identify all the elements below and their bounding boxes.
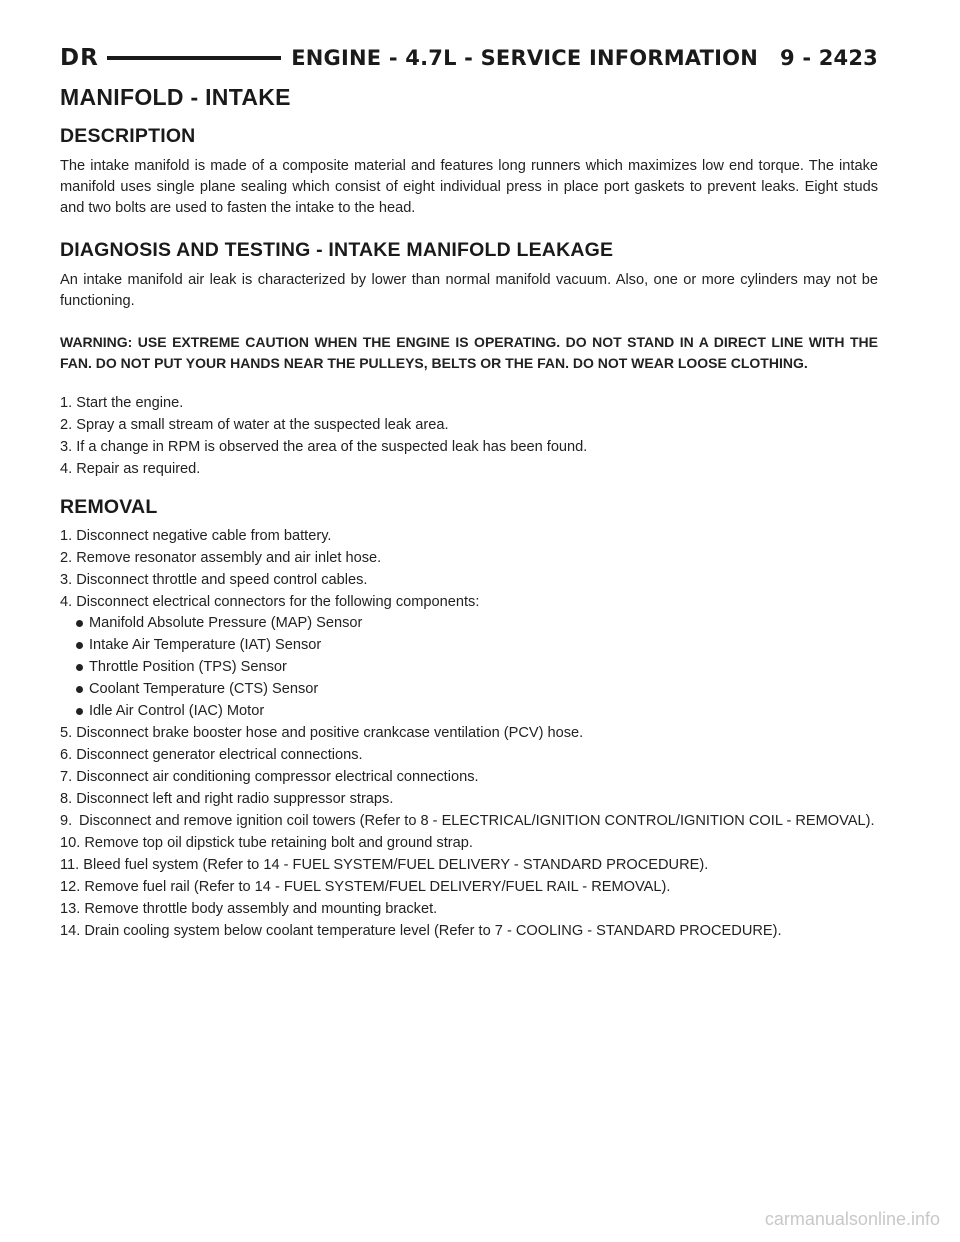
list-item: 14. Drain cooling system below coolant temperature level (Refer to 7 - COOLING - STANDARD PROCEDURE).	[60, 923, 782, 939]
component-list	[60, 614, 878, 720]
list-item: 4. Repair as required.	[60, 461, 201, 477]
diagnosis-heading: DIAGNOSIS AND TESTING - INTAKE MANIFOLD LEAKAGE	[60, 239, 614, 261]
removal-heading: REMOVAL	[60, 496, 158, 518]
list-item	[60, 812, 878, 830]
diagnosis-text: An intake manifold air leak is characterized by lower than normal manifold vacuum. Also, one or more cylinders may not be functioning.	[60, 272, 878, 309]
bullet-icon	[76, 620, 83, 627]
list-item: 11. Bleed fuel system (Refer to 14 - FUEL SYSTEM/FUEL DELIVERY - STANDARD PROCEDURE).	[60, 857, 709, 873]
list-item	[60, 593, 878, 720]
page-header	[60, 44, 878, 72]
list-item: 3. Disconnect throttle and speed control cables.	[60, 572, 368, 588]
component-item: Manifold Absolute Pressure (MAP) Sensor	[76, 614, 878, 632]
component-item: Intake Air Temperature (IAT) Sensor	[76, 636, 878, 654]
page-content	[60, 84, 878, 958]
step-number: 9.	[60, 813, 73, 829]
list-item: 7. Disconnect air conditioning compressor electrical connections.	[60, 769, 479, 785]
component-item: Idle Air Control (IAC) Motor	[76, 702, 878, 720]
page-title: MANIFOLD - INTAKE	[60, 84, 291, 110]
component-item: Coolant Temperature (CTS) Sensor	[76, 680, 878, 698]
watermark: carmanualsonline.info	[764, 1209, 940, 1229]
list-item: 10. Remove top oil dipstick tube retaining bolt and ground strap.	[60, 835, 473, 851]
removal-steps	[60, 527, 878, 940]
bullet-icon	[76, 708, 83, 715]
list-item: 2. Remove resonator assembly and air inlet hose.	[60, 550, 382, 566]
bullet-icon	[76, 642, 83, 649]
description-heading: DESCRIPTION	[60, 125, 196, 147]
list-item: 12. Remove fuel rail (Refer to 14 - FUEL SYSTEM/FUEL DELIVERY/FUEL RAIL - REMOVAL).	[60, 879, 671, 895]
warning-text: WARNING: USE EXTREME CAUTION WHEN THE ENGINE IS OPERATING. DO NOT STAND IN A DIRECT LINE WITH THE FAN. DO NOT PUT YOUR HANDS NEAR THE PULLEYS, BELTS OR THE FAN. DO NOT WEAR LOOSE CLOTHING.	[60, 334, 878, 371]
list-item: 2. Spray a small stream of water at the suspected leak area.	[60, 417, 449, 433]
diagnosis-steps	[60, 394, 878, 478]
vehicle-code: DR	[60, 45, 99, 71]
page-number: 9 - 2423	[780, 46, 878, 70]
bullet-icon	[76, 664, 83, 671]
list-item: 1. Disconnect negative cable from battery.	[60, 528, 332, 544]
section-title: ENGINE - 4.7L - SERVICE INFORMATION	[291, 46, 758, 70]
list-item: 13. Remove throttle body assembly and mounting bracket.	[60, 901, 438, 917]
step-text: Disconnect and remove ignition coil towers (Refer to 8 - ELECTRICAL/IGNITION CONTROL/IGNITION COIL - REMOVAL).	[79, 813, 875, 829]
list-item: 6. Disconnect generator electrical connections.	[60, 747, 363, 763]
component-item: Throttle Position (TPS) Sensor	[76, 658, 878, 676]
list-item: 8. Disconnect left and right radio suppressor straps.	[60, 791, 394, 807]
bullet-icon	[76, 686, 83, 693]
list-item: 1. Start the engine.	[60, 395, 184, 411]
description-text: The intake manifold is made of a composite material and features long runners which maximizes low end torque. The intake manifold uses single plane sealing which consist of eight individual press in place port gaskets to prevent leaks. Eight studs and two bolts are used to fasten the intake to the head.	[60, 158, 878, 216]
list-item: 3. If a change in RPM is observed the area of the suspected leak has been found.	[60, 439, 588, 455]
list-item-text: 4. Disconnect electrical connectors for the following components:	[60, 594, 480, 610]
list-item: 5. Disconnect brake booster hose and positive crankcase ventilation (PCV) hose.	[60, 725, 584, 741]
header-rule	[107, 56, 281, 60]
